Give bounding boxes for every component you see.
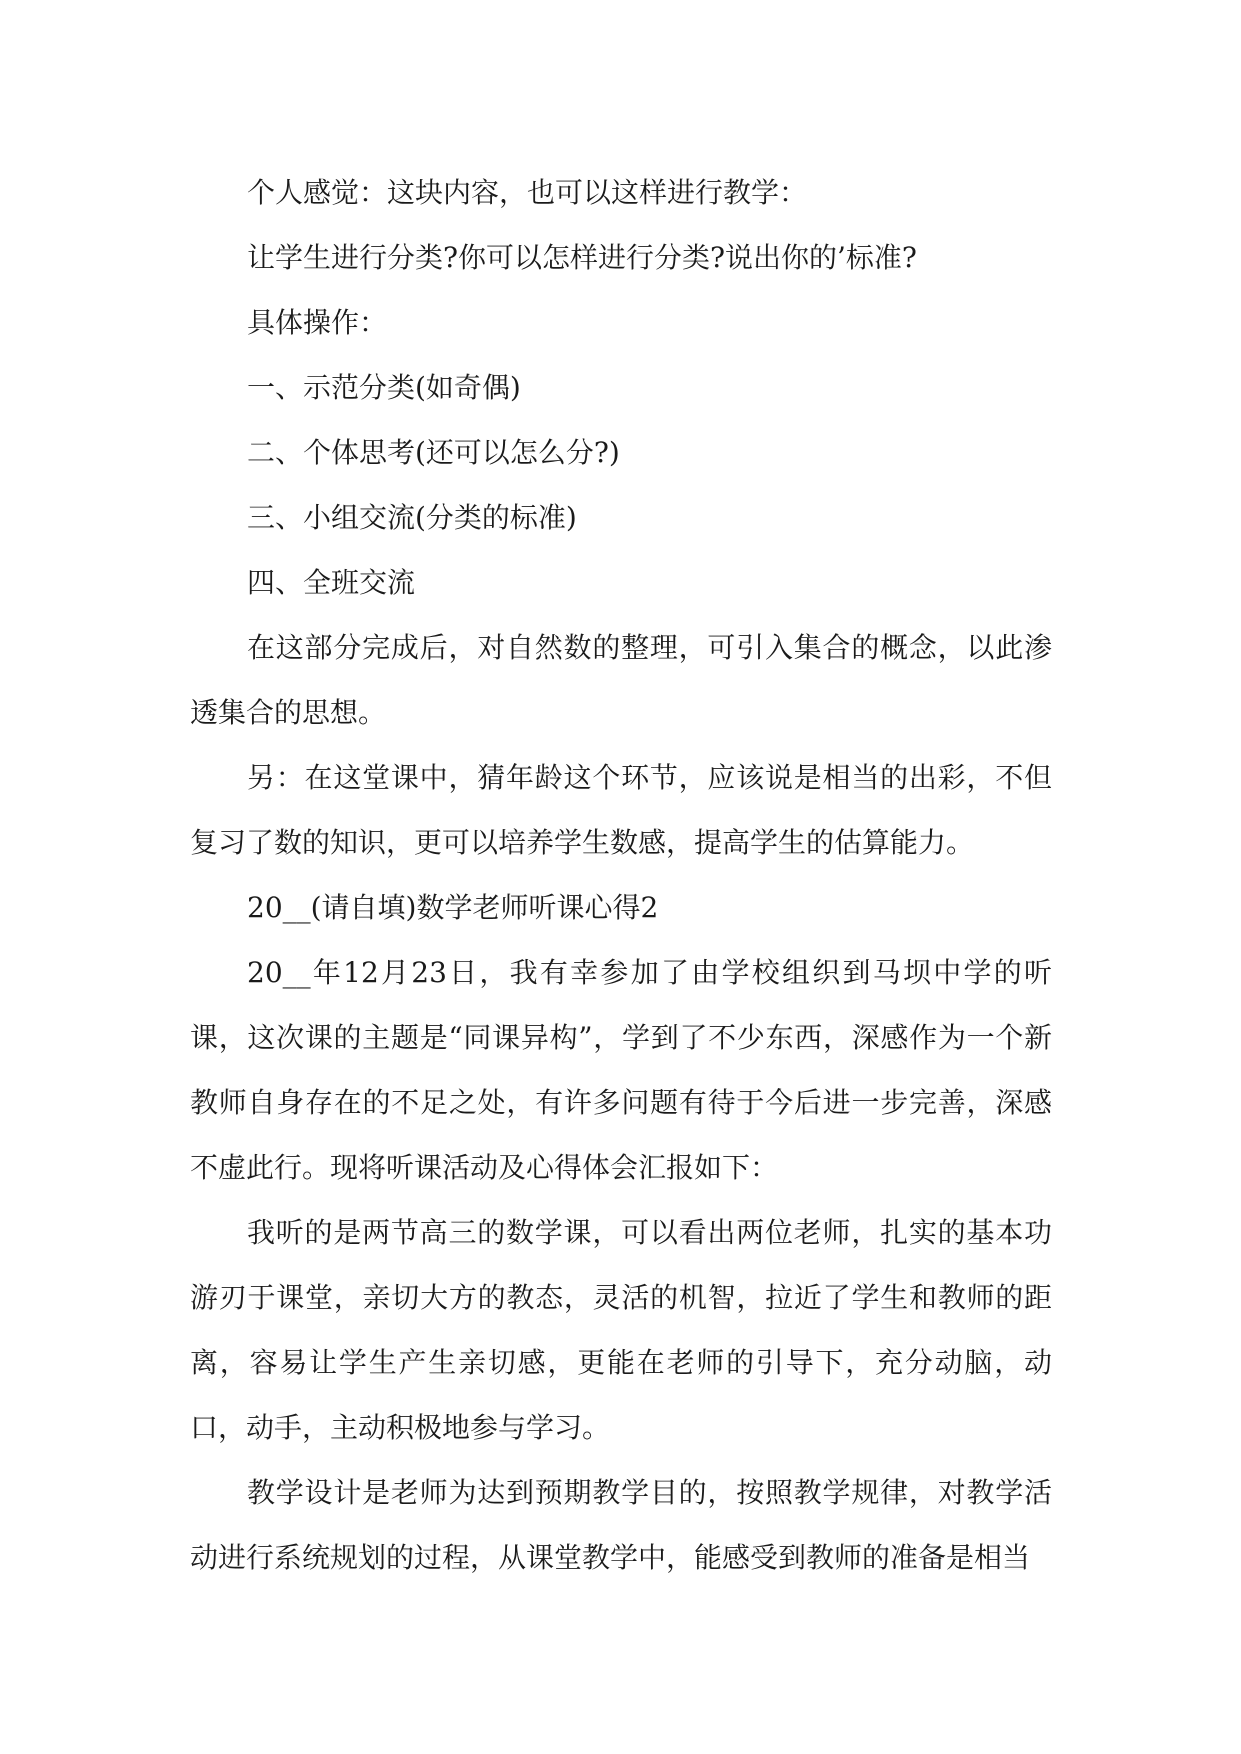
paragraph-teaching-design: 教学设计是老师为达到预期教学目的，按照教学规律，对教学活动进行系统规划的过程，从课堂教学中，能感受到教师的准备是相当 [190, 1476, 1052, 1574]
paragraph-classification-question: 让学生进行分类?你可以怎样进行分类?说出你的’标准? [247, 241, 917, 274]
paragraph-operation-heading: 具体操作： [247, 306, 388, 339]
paragraph-guess-age: 另：在这堂课中，猜年龄这个环节，应该说是相当的出彩，不但复习了数的知识，更可以培养学生数感，提高学生的估算能力。 [190, 761, 1052, 859]
document-body [190, 160, 1052, 1590]
paragraph-set-concept: 在这部分完成后，对自然数的整理，可引入集合的概念，以此渗透集合的思想。 [190, 631, 1052, 729]
list-item-step-4: 四、全班交流 [247, 566, 416, 599]
paragraph-two-lessons: 我听的是两节高三的数学课，可以看出两位老师，扎实的基本功游刃于课堂，亲切大方的教态，灵活的机智，拉近了学生和教师的距离，容易让学生产生亲切感，更能在老师的引导下，充分动脑，动口，动手，主动积极地参与学习。 [190, 1216, 1052, 1444]
list-item-step-1: 一、示范分类(如奇偶) [247, 371, 521, 404]
paragraph-lecture-intro: 20__年12月23日，我有幸参加了由学校组织到马坝中学的听课，这次课的主题是“同课异构”，学到了不少东西，深感作为一个新教师自身存在的不足之处，有许多问题有待于今后进一步完善，深感不虚此行。现将听课活动及心得体会汇报如下： [190, 956, 1052, 1184]
paragraph-personal-feeling: 个人感觉：这块内容，也可以这样进行教学： [247, 176, 808, 209]
list-item-step-3: 三、小组交流(分类的标准) [247, 501, 577, 534]
list-item-step-2: 二、个体思考(还可以怎么分?) [247, 436, 620, 469]
section-title: 20__(请自填)数学老师听课心得2 [247, 891, 659, 924]
